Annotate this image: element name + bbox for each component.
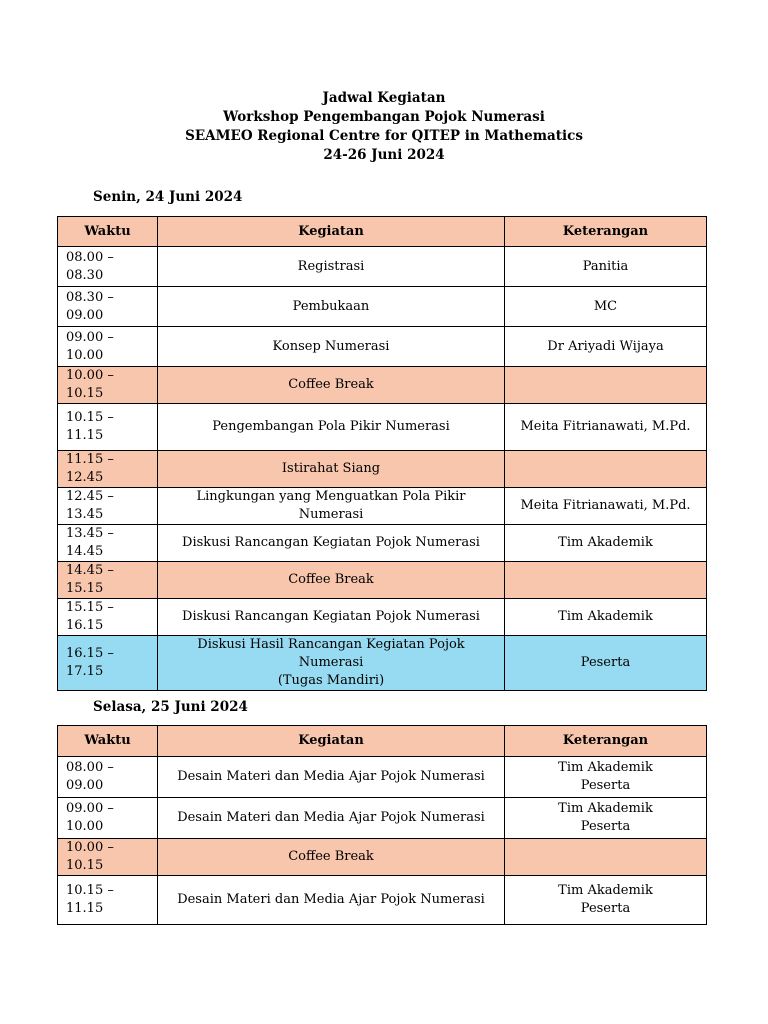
header-note: Keterangan [505,726,707,757]
schedule-table-day-2 [57,725,707,925]
table-row [58,599,707,636]
row-note: Meita Fitrianawati, M.Pd. [505,404,707,451]
row-note: MC [505,287,707,327]
row-activity: Pembukaan [158,287,505,327]
table-row-highlight [58,636,707,691]
row-time: 15.15 – 16.15 [58,599,158,636]
row-time: 09.00 – 10.00 [58,327,158,367]
row-activity: Desain Materi dan Media Ajar Pojok Numerasi [158,876,505,925]
row-note: Tim Akademik Peserta [505,798,707,839]
row-activity: Coffee Break [158,839,505,876]
table-row [58,327,707,367]
table-row [58,525,707,562]
title-line-4: 24-26 Juni 2024 [323,147,445,163]
title-line-1: Jadwal Kegiatan [322,90,446,106]
schedule-table-day-1 [57,216,707,691]
table-row [58,247,707,287]
row-time: 10.00 – 10.15 [58,367,158,404]
row-activity: Diskusi Rancangan Kegiatan Pojok Numerasi [158,599,505,636]
row-activity: Coffee Break [158,367,505,404]
header-note: Keterangan [505,217,707,247]
row-note [505,367,707,404]
row-note [505,839,707,876]
table-row [58,488,707,525]
row-time: 08.00 – 08.30 [58,247,158,287]
row-activity: Pengembangan Pola Pikir Numerasi [158,404,505,451]
row-note: Tim Akademik Peserta [505,876,707,925]
table-header-row [58,726,707,757]
header-time: Waktu [58,217,158,247]
table-row [58,757,707,798]
table-row [58,404,707,451]
document-title [0,89,768,165]
row-activity: Desain Materi dan Media Ajar Pojok Numerasi [158,757,505,798]
row-note: Tim Akademik Peserta [505,757,707,798]
row-activity: Konsep Numerasi [158,327,505,367]
row-activity: Istirahat Siang [158,451,505,488]
row-time: 10.00 – 10.15 [58,839,158,876]
table-row [58,287,707,327]
row-time: 09.00 – 10.00 [58,798,158,839]
table-row [58,876,707,925]
row-activity: Lingkungan yang Menguatkan Pola Pikir Numerasi [158,488,505,525]
table-header-row [58,217,707,247]
row-activity: Desain Materi dan Media Ajar Pojok Numerasi [158,798,505,839]
row-time: 08.00 – 09.00 [58,757,158,798]
header-time: Waktu [58,726,158,757]
row-note: Dr Ariyadi Wijaya [505,327,707,367]
row-time: 14.45 – 15.15 [58,562,158,599]
row-activity: Diskusi Hasil Rancangan Kegiatan Pojok Numerasi (Tugas Mandiri) [158,636,505,691]
header-activity: Kegiatan [158,217,505,247]
row-activity: Registrasi [158,247,505,287]
day-2-label: Selasa, 25 Juni 2024 [93,699,248,715]
row-note: Meita Fitrianawati, M.Pd. [505,488,707,525]
table-row-break [58,367,707,404]
row-time: 12.45 – 13.45 [58,488,158,525]
row-time: 10.15 – 11.15 [58,404,158,451]
row-note [505,451,707,488]
row-activity: Diskusi Rancangan Kegiatan Pojok Numerasi [158,525,505,562]
row-note: Peserta [505,636,707,691]
row-activity: Coffee Break [158,562,505,599]
row-time: 16.15 – 17.15 [58,636,158,691]
title-line-3: SEAMEO Regional Centre for QITEP in Mathematics [185,128,583,144]
table-row-break [58,451,707,488]
row-note: Tim Akademik [505,599,707,636]
row-note [505,562,707,599]
row-time: 11.15 – 12.45 [58,451,158,488]
table-row-break [58,839,707,876]
row-time: 13.45 – 14.45 [58,525,158,562]
table-row [58,798,707,839]
row-note: Tim Akademik [505,525,707,562]
table-row-break [58,562,707,599]
title-line-2: Workshop Pengembangan Pojok Numerasi [223,109,545,125]
day-1-label: Senin, 24 Juni 2024 [93,189,243,205]
header-activity: Kegiatan [158,726,505,757]
row-time: 10.15 – 11.15 [58,876,158,925]
row-note: Panitia [505,247,707,287]
row-time: 08.30 – 09.00 [58,287,158,327]
